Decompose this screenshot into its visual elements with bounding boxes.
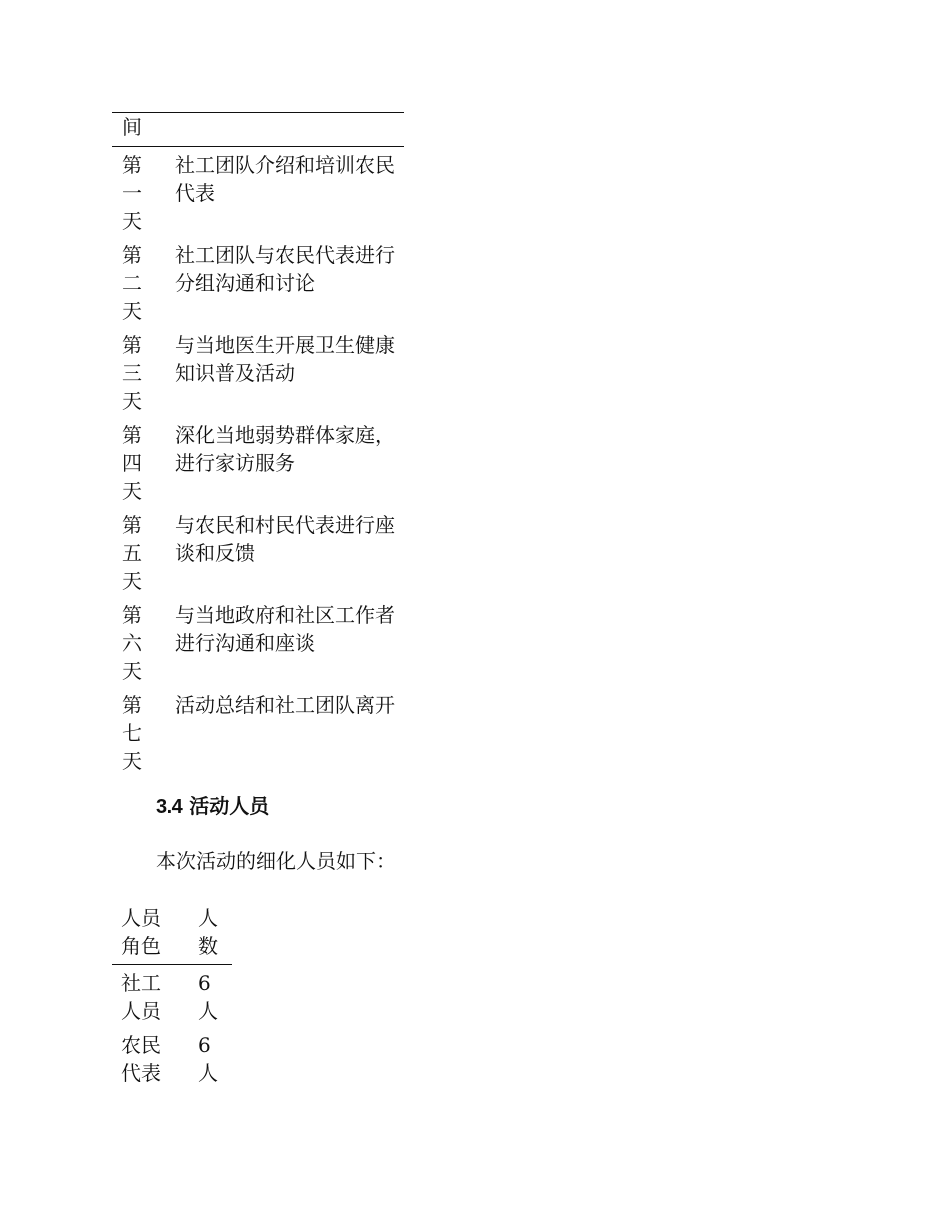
table-row <box>112 597 404 687</box>
section-intro: 本次活动的细化人员如下： <box>156 849 396 873</box>
role-cell: 社工人员 <box>121 971 161 1023</box>
activity-cell: 与当地政府和社区工作者进行沟通和座谈 <box>175 603 395 655</box>
day-cell: 第四天 <box>122 423 142 503</box>
section-title: 活动人员 <box>189 794 270 818</box>
table-row <box>112 417 404 507</box>
activity-cell: 深化当地弱势群体家庭，进行家访服务 <box>175 423 395 475</box>
day-cell: 第三天 <box>122 333 142 413</box>
table-header-tail: 间 <box>122 115 142 139</box>
table-row <box>112 237 404 327</box>
table-row <box>112 507 404 597</box>
staff-table-header <box>112 904 232 964</box>
section-number: 3.4 <box>156 796 183 818</box>
day-cell: 第一天 <box>122 153 142 233</box>
activity-cell: 社工团队与农民代表进行分组沟通和讨论 <box>175 243 395 295</box>
day-cell: 第五天 <box>122 513 142 593</box>
count-cell: 6人 <box>198 971 218 1023</box>
table-row <box>112 965 232 1027</box>
activity-cell: 与农民和村民代表进行座谈和反馈 <box>175 513 395 565</box>
table-row <box>112 687 404 777</box>
section-heading <box>156 792 269 821</box>
day-cell: 第七天 <box>122 693 142 773</box>
table-row <box>112 1027 232 1089</box>
header-count: 人数 <box>198 906 218 958</box>
day-cell: 第六天 <box>122 603 142 683</box>
role-cell: 农民代表 <box>121 1033 161 1085</box>
header-role: 人员角色 <box>121 906 161 958</box>
staff-table <box>112 904 232 1089</box>
count-cell: 6人 <box>198 1033 218 1085</box>
table-row <box>112 327 404 417</box>
table-row <box>112 147 404 237</box>
schedule-table <box>112 112 404 777</box>
activity-cell: 与当地医生开展卫生健康知识普及活动 <box>175 333 395 385</box>
activity-cell: 活动总结和社工团队离开 <box>175 693 395 717</box>
activity-cell: 社工团队介绍和培训农民代表 <box>175 153 395 205</box>
day-cell: 第二天 <box>122 243 142 323</box>
